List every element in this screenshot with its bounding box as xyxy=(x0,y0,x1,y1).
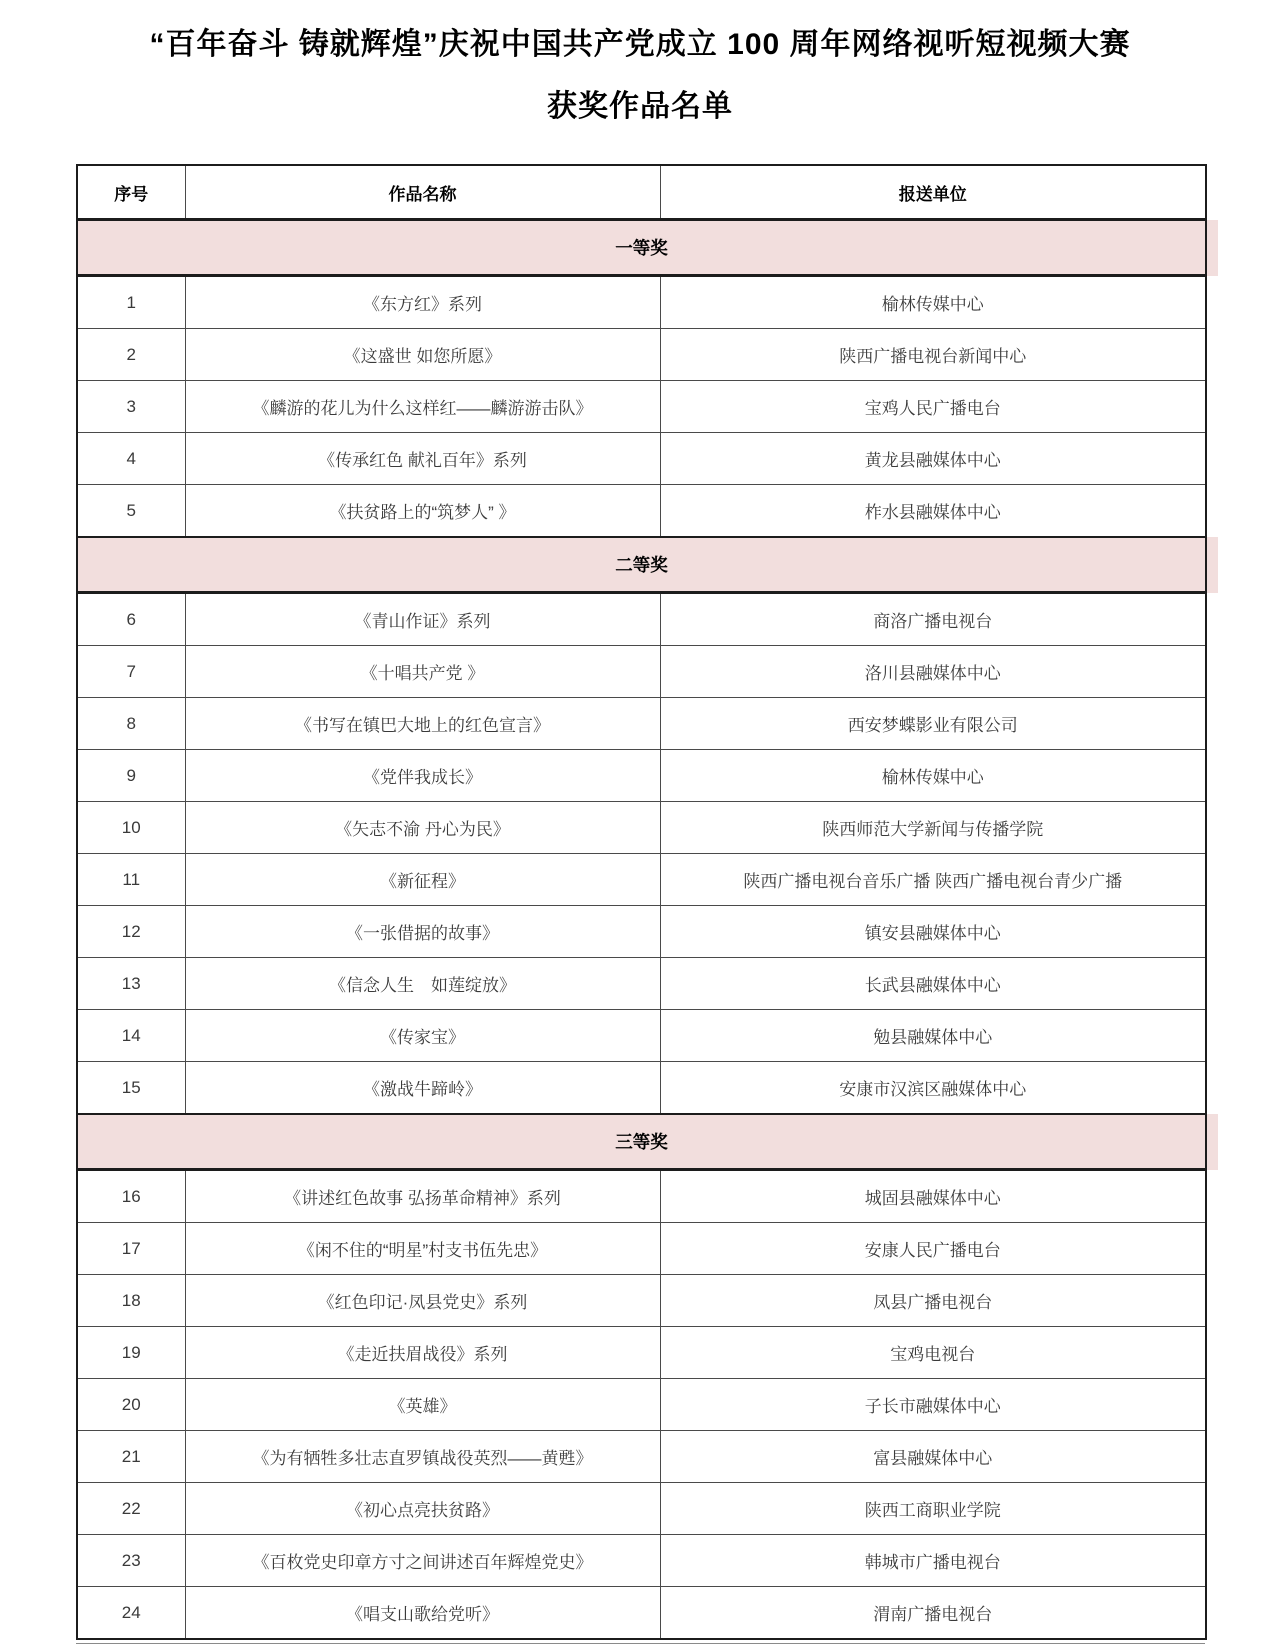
page-title xyxy=(0,0,1280,138)
cell-unit: 韩城市广播电视台 xyxy=(660,1535,1206,1587)
cell-no: 11 xyxy=(77,854,185,906)
cell-no: 4 xyxy=(77,433,185,485)
table-row xyxy=(77,1170,1206,1223)
table-row xyxy=(77,906,1206,958)
cell-no: 20 xyxy=(77,1379,185,1431)
table-row xyxy=(77,593,1206,646)
table-row xyxy=(77,1587,1206,1640)
cell-unit: 黄龙县融媒体中心 xyxy=(660,433,1206,485)
table-row xyxy=(77,1223,1206,1275)
table-row xyxy=(77,381,1206,433)
column-header-unit: 报送单位 xyxy=(660,165,1206,220)
cell-unit: 宝鸡人民广播电台 xyxy=(660,381,1206,433)
cell-unit: 西安梦蝶影业有限公司 xyxy=(660,698,1206,750)
cell-title: 《传承红色 献礼百年》系列 xyxy=(185,433,660,485)
cell-title: 《初心点亮扶贫路》 xyxy=(185,1483,660,1535)
section-label: 三等奖 xyxy=(77,1114,1206,1170)
cell-no: 6 xyxy=(77,593,185,646)
page-title-line-1: “百年奋斗 铸就辉煌”庆祝中国共产党成立 100 周年网络视听短视频大赛 xyxy=(149,28,1131,61)
cell-title: 《一张借据的故事》 xyxy=(185,906,660,958)
cell-no: 2 xyxy=(77,329,185,381)
cell-title: 《百枚党史印章方寸之间讲述百年辉煌党史》 xyxy=(185,1535,660,1587)
cell-unit: 子长市融媒体中心 xyxy=(660,1379,1206,1431)
table-row xyxy=(77,1535,1206,1587)
cell-unit: 洛川县融媒体中心 xyxy=(660,646,1206,698)
section-row xyxy=(77,1114,1206,1170)
cell-title: 《书写在镇巴大地上的红色宣言》 xyxy=(185,698,660,750)
table-row xyxy=(77,854,1206,906)
table-row xyxy=(77,1379,1206,1431)
cell-unit: 镇安县融媒体中心 xyxy=(660,906,1206,958)
cell-unit: 榆林传媒中心 xyxy=(660,276,1206,329)
cell-unit: 陕西广播电视台新闻中心 xyxy=(660,329,1206,381)
cell-unit: 勉县融媒体中心 xyxy=(660,1010,1206,1062)
cell-no: 19 xyxy=(77,1327,185,1379)
cell-title: 《红色印记·凤县党史》系列 xyxy=(185,1275,660,1327)
cell-title: 《英雄》 xyxy=(185,1379,660,1431)
cell-no: 10 xyxy=(77,802,185,854)
cell-unit: 渭南广播电视台 xyxy=(660,1587,1206,1640)
table-row xyxy=(77,1483,1206,1535)
cell-no: 8 xyxy=(77,698,185,750)
cell-title: 《唱支山歌给党听》 xyxy=(185,1587,660,1640)
table-row xyxy=(77,750,1206,802)
table-row xyxy=(77,433,1206,485)
cell-no: 9 xyxy=(77,750,185,802)
table-row xyxy=(77,1010,1206,1062)
cell-no: 17 xyxy=(77,1223,185,1275)
table-row xyxy=(77,276,1206,329)
table-row xyxy=(77,958,1206,1010)
table-row xyxy=(77,1062,1206,1115)
cell-no: 13 xyxy=(77,958,185,1010)
cell-title: 《东方红》系列 xyxy=(185,276,660,329)
cell-title: 《新征程》 xyxy=(185,854,660,906)
cell-unit: 凤县广播电视台 xyxy=(660,1275,1206,1327)
awards-table-header xyxy=(77,165,1206,220)
cell-unit: 榆林传媒中心 xyxy=(660,750,1206,802)
table-row xyxy=(77,329,1206,381)
cell-no: 5 xyxy=(77,485,185,538)
cell-title: 《走近扶眉战役》系列 xyxy=(185,1327,660,1379)
cell-title: 《扶贫路上的“筑梦人” 》 xyxy=(185,485,660,538)
cell-title: 《闲不住的“明星”村支书伍先忠》 xyxy=(185,1223,660,1275)
cell-unit: 富县融媒体中心 xyxy=(660,1431,1206,1483)
cell-title: 《信念人生 如莲绽放》 xyxy=(185,958,660,1010)
section-row xyxy=(77,220,1206,276)
cell-no: 7 xyxy=(77,646,185,698)
cell-title: 《传家宝》 xyxy=(185,1010,660,1062)
cell-no: 14 xyxy=(77,1010,185,1062)
table-bottom-rule xyxy=(76,1643,1205,1644)
cell-no: 24 xyxy=(77,1587,185,1640)
cell-no: 21 xyxy=(77,1431,185,1483)
cell-unit: 陕西师范大学新闻与传播学院 xyxy=(660,802,1206,854)
table-row xyxy=(77,485,1206,538)
cell-title: 《矢志不渝 丹心为民》 xyxy=(185,802,660,854)
cell-title: 《讲述红色故事 弘扬革命精神》系列 xyxy=(185,1170,660,1223)
header-row xyxy=(77,165,1206,220)
cell-unit: 安康人民广播电台 xyxy=(660,1223,1206,1275)
cell-unit: 陕西工商职业学院 xyxy=(660,1483,1206,1535)
cell-no: 1 xyxy=(77,276,185,329)
cell-title: 《党伴我成长》 xyxy=(185,750,660,802)
column-header-no: 序号 xyxy=(77,165,185,220)
column-header-title: 作品名称 xyxy=(185,165,660,220)
cell-unit: 柞水县融媒体中心 xyxy=(660,485,1206,538)
cell-unit: 安康市汉滨区融媒体中心 xyxy=(660,1062,1206,1115)
table-row xyxy=(77,698,1206,750)
cell-title: 《为有牺牲多壮志直罗镇战役英烈——黄甦》 xyxy=(185,1431,660,1483)
table-row xyxy=(77,1327,1206,1379)
awards-table xyxy=(76,164,1207,1640)
cell-title: 《激战牛蹄岭》 xyxy=(185,1062,660,1115)
cell-no: 22 xyxy=(77,1483,185,1535)
cell-no: 23 xyxy=(77,1535,185,1587)
cell-title: 《麟游的花儿为什么这样红——麟游游击队》 xyxy=(185,381,660,433)
cell-no: 12 xyxy=(77,906,185,958)
cell-unit: 长武县融媒体中心 xyxy=(660,958,1206,1010)
section-label: 一等奖 xyxy=(77,220,1206,276)
cell-unit: 商洛广播电视台 xyxy=(660,593,1206,646)
page-title-line-2: 获奖作品名单 xyxy=(547,90,733,123)
cell-no: 16 xyxy=(77,1170,185,1223)
table-row xyxy=(77,1431,1206,1483)
cell-title: 《这盛世 如您所愿》 xyxy=(185,329,660,381)
cell-title: 《青山作证》系列 xyxy=(185,593,660,646)
cell-no: 18 xyxy=(77,1275,185,1327)
section-row xyxy=(77,537,1206,593)
cell-unit: 陕西广播电视台音乐广播 陕西广播电视台青少广播 xyxy=(660,854,1206,906)
table-row xyxy=(77,646,1206,698)
cell-unit: 城固县融媒体中心 xyxy=(660,1170,1206,1223)
cell-no: 3 xyxy=(77,381,185,433)
table-row xyxy=(77,802,1206,854)
cell-no: 15 xyxy=(77,1062,185,1115)
cell-title: 《十唱共产党 》 xyxy=(185,646,660,698)
section-label: 二等奖 xyxy=(77,537,1206,593)
table-row xyxy=(77,1275,1206,1327)
cell-unit: 宝鸡电视台 xyxy=(660,1327,1206,1379)
awards-table-body xyxy=(77,220,1206,1640)
